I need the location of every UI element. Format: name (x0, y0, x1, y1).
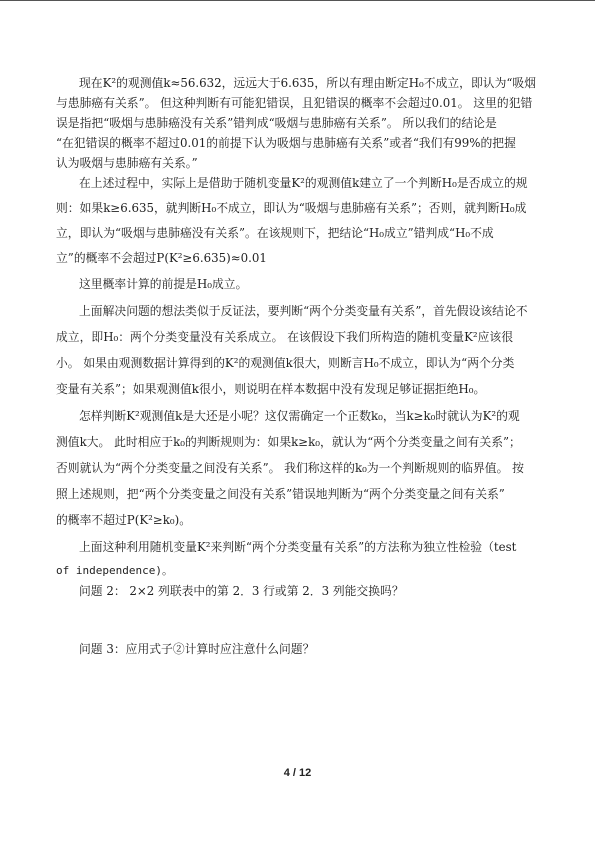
text-line: 上面这种利用随机变量K²来判断“两个分类变量有关系”的方法称为独立性检验（test (79, 540, 517, 554)
text-line: 的概率不超过P(K²≥k₀)。 (56, 513, 192, 527)
text-line: “在犯错误的概率不超过0.01的前提下认为吸烟与患肺癌有关系”或者“我们有99%的把握 (56, 136, 516, 150)
text-line: 成立，即H₀：两个分类变量没有关系成立。 在该假设下我们所构造的随机变量K²应该很 (56, 330, 513, 344)
text-line: 否则就认为“两个分类变量之间没有关系”。 我们称这样的k₀为一个判断规则的临界值。 按 (56, 461, 524, 475)
text-line: of independence)。 (56, 564, 173, 577)
text-line: 现在K²的观测值k≈56.632，远远大于6.635，所以有理由断定H₀不成立，即认为“吸烟 (79, 76, 536, 90)
text-line: 与患肺癌有关系”。 但这种判断有可能犯错误，且犯错误的概率不会超过0.01。 这里的犯错 (56, 96, 533, 110)
text-line: 变量有关系”；如果观测值k很小，则说明在样本数据中没有发现足够证据拒绝H₀。 (56, 382, 486, 396)
text-line: 上面解决问题的想法类似于反证法，要判断“两个分类变量有关系”，首先假设该结论不 (79, 304, 528, 318)
question-3: 问题 3：应用式子②计算时应注意什么问题？ (79, 642, 315, 656)
page-number: 4 / 12 (283, 767, 312, 779)
text-line: 测值k大。 此时相应于k₀的判断规则为：如果k≥k₀，就认为“两个分类变量之间有关系”； (56, 435, 521, 449)
top-rule (0, 0, 595, 1)
text-line: 小。 如果由观测数据计算得到的K²的观测值k很大，则断言H₀不成立，即认为“两个分类 (56, 356, 515, 370)
text-line: 怎样判断K²观测值k是大还是小呢？这仅需确定一个正数k₀，当k≥k₀时就认为K²的观 (79, 409, 520, 423)
text-line: 在上述过程中，实际上是借助于随机变量K²的观测值k建立了一个判断H₀是否成立的规 (79, 176, 528, 190)
text-line: 立，即认为“吸烟与患肺癌没有关系”。在该规则下，把结论“H₀成立”错判成“H₀不成 (56, 226, 494, 240)
text-line: 这里概率计算的前提是H₀成立。 (79, 277, 248, 291)
question-2: 问题 2： 2×2 列联表中的第 2．3 行或第 2．3 列能交换吗？ (79, 584, 404, 598)
text-line: 立”的概率不会超过P(K²≥6.635)≈0.01 (56, 251, 267, 265)
text-line: 认为吸烟与患肺癌有关系。” (56, 156, 198, 170)
text-line: 则：如果k≥6.635，就判断H₀不成立，即认为“吸烟与患肺癌有关系”；否则，就判断H₀成 (56, 201, 527, 215)
text-line: 误是指把“吸烟与患肺癌没有关系”错判成“吸烟与患肺癌有关系”。 所以我们的结论是 (56, 116, 497, 130)
text-line: 照上述规则，把“两个分类变量之间没有关系”错误地判断为“两个分类变量之间有关系” (56, 487, 505, 501)
